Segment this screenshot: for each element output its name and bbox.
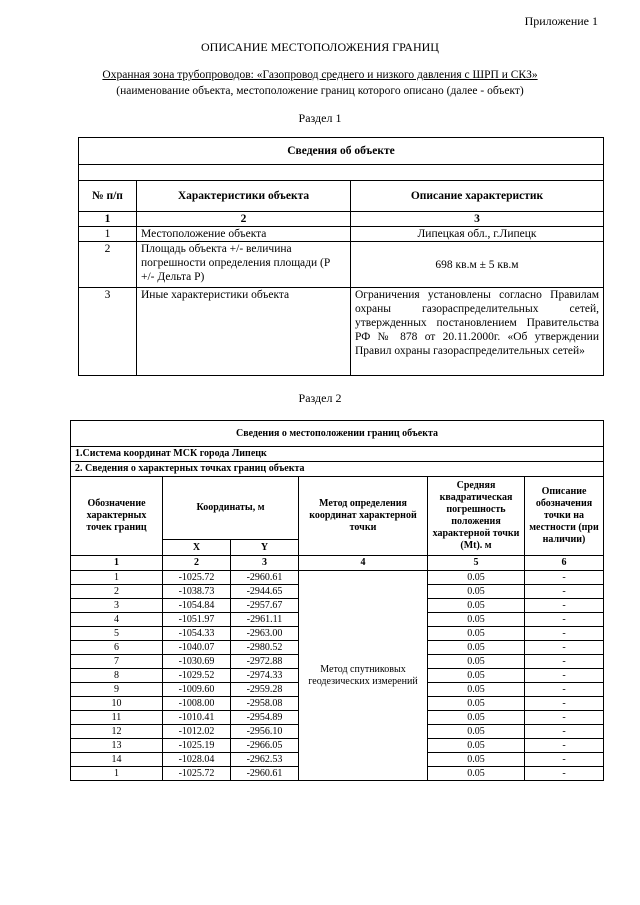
- header-x: X: [163, 540, 231, 556]
- point-description: -: [525, 753, 604, 767]
- coord-x: -1008.00: [163, 697, 231, 711]
- col-number: 2: [137, 212, 351, 227]
- coord-y: -2972.88: [231, 655, 299, 669]
- point-id: 4: [71, 613, 163, 627]
- coord-y: -2956.10: [231, 725, 299, 739]
- col-number: 1: [79, 212, 137, 227]
- point-error: 0.05: [428, 767, 525, 781]
- point-error: 0.05: [428, 753, 525, 767]
- header-characteristic: Характеристики объекта: [137, 181, 351, 212]
- section-1-label: Раздел 1: [298, 111, 342, 125]
- col-number: 3: [351, 212, 604, 227]
- point-description: -: [525, 739, 604, 753]
- document-title: ОПИСАНИЕ МЕСТОПОЛОЖЕНИЯ ГРАНИЦ: [201, 40, 439, 54]
- object-info-title: Сведения об объекте: [79, 138, 604, 165]
- header-y: Y: [231, 540, 299, 556]
- coord-y: -2959.28: [231, 683, 299, 697]
- empty-row: [79, 165, 604, 181]
- point-id: 1: [71, 767, 163, 781]
- point-id: 9: [71, 683, 163, 697]
- boundary-table-title: Сведения о местоположении границ объекта: [71, 421, 604, 447]
- point-id: 2: [71, 585, 163, 599]
- header-point: Обозначение характерных точек границ: [71, 477, 163, 556]
- coord-y: -2957.67: [231, 599, 299, 613]
- point-id: 14: [71, 753, 163, 767]
- row-characteristic: Площадь объекта +/- величина погрешности определения площади (Р +/- Дельта Р): [137, 242, 351, 288]
- col-number: 3: [231, 556, 299, 571]
- table-row: [79, 242, 604, 288]
- coord-x: -1028.04: [163, 753, 231, 767]
- point-error: 0.05: [428, 739, 525, 753]
- coord-x: -1025.19: [163, 739, 231, 753]
- coord-x: -1030.69: [163, 655, 231, 669]
- coord-x: -1012.02: [163, 725, 231, 739]
- point-error: 0.05: [428, 627, 525, 641]
- coord-y: -2974.33: [231, 669, 299, 683]
- point-id: 11: [71, 711, 163, 725]
- point-error: 0.05: [428, 725, 525, 739]
- point-id: 12: [71, 725, 163, 739]
- row-num: 3: [79, 288, 137, 376]
- point-description: -: [525, 571, 604, 585]
- point-error: 0.05: [428, 641, 525, 655]
- table-row: [79, 288, 604, 376]
- table-row: [79, 227, 604, 242]
- coord-x: -1025.72: [163, 767, 231, 781]
- point-description: -: [525, 725, 604, 739]
- object-info-table: [78, 137, 604, 376]
- row-description: 698 кв.м ± 5 кв.м: [351, 242, 604, 288]
- coord-y: -2962.53: [231, 753, 299, 767]
- point-error: 0.05: [428, 655, 525, 669]
- point-error: 0.05: [428, 571, 525, 585]
- header-error: Средняя квадратическая погрешность положения характерной точки (Mt). м: [428, 477, 525, 556]
- point-description: -: [525, 585, 604, 599]
- point-error: 0.05: [428, 613, 525, 627]
- header-num: № п/п: [79, 181, 137, 212]
- point-description: -: [525, 711, 604, 725]
- header-point-description: Описание обозначения точки на местности (при наличии): [525, 477, 604, 556]
- header-description: Описание характеристик: [351, 181, 604, 212]
- point-id: 6: [71, 641, 163, 655]
- coord-x: -1040.07: [163, 641, 231, 655]
- point-id: 10: [71, 697, 163, 711]
- object-name-note: (наименование объекта, местоположение границ которого описано (далее - объект): [116, 85, 524, 97]
- coord-x: -1029.52: [163, 669, 231, 683]
- coord-y: -2963.00: [231, 627, 299, 641]
- section-2-label: Раздел 2: [298, 391, 342, 405]
- point-description: -: [525, 697, 604, 711]
- point-error: 0.05: [428, 599, 525, 613]
- point-description: -: [525, 627, 604, 641]
- point-description: -: [525, 655, 604, 669]
- coord-x: -1009.60: [163, 683, 231, 697]
- point-error: 0.05: [428, 669, 525, 683]
- point-description: -: [525, 641, 604, 655]
- point-description: -: [525, 599, 604, 613]
- point-id: 13: [71, 739, 163, 753]
- coord-y: -2954.89: [231, 711, 299, 725]
- point-description: -: [525, 669, 604, 683]
- point-error: 0.05: [428, 697, 525, 711]
- coord-x: -1054.33: [163, 627, 231, 641]
- coord-y: -2960.61: [231, 571, 299, 585]
- header-coordinates: Координаты, м: [163, 477, 299, 540]
- appendix-label: Приложение 1: [524, 14, 598, 28]
- points-section-header: 2. Сведения о характерных точках границ объекта: [71, 462, 604, 477]
- header-method: Метод определения координат характерной точки: [299, 477, 428, 556]
- coord-y: -2944.65: [231, 585, 299, 599]
- method-cell: Метод спутниковых геодезических измерений: [299, 571, 428, 781]
- point-id: 7: [71, 655, 163, 669]
- coord-y: -2966.05: [231, 739, 299, 753]
- point-id: 5: [71, 627, 163, 641]
- point-error: 0.05: [428, 683, 525, 697]
- coord-y: -2961.11: [231, 613, 299, 627]
- point-id: 8: [71, 669, 163, 683]
- point-id: 3: [71, 599, 163, 613]
- coordinate-system: 1.Система координат МСК города Липецк: [71, 447, 604, 462]
- row-characteristic: Иные характеристики объекта: [137, 288, 351, 376]
- point-description: -: [525, 767, 604, 781]
- row-characteristic: Местоположение объекта: [137, 227, 351, 242]
- row-description: Ограничения установлены согласно Правилам охраны газораспределительных сетей, утвержденных постановлением Правительства РФ № 878 от 20.11.2000г. «Об утверждении Правил охраны газораспределительных сетей»: [351, 288, 604, 376]
- coord-x: -1051.97: [163, 613, 231, 627]
- coord-y: -2960.61: [231, 767, 299, 781]
- coord-x: -1054.84: [163, 599, 231, 613]
- col-number: 4: [299, 556, 428, 571]
- row-num: 1: [79, 227, 137, 242]
- col-number: 2: [163, 556, 231, 571]
- coord-x: -1010.41: [163, 711, 231, 725]
- point-description: -: [525, 683, 604, 697]
- coord-x: -1038.73: [163, 585, 231, 599]
- point-id: 1: [71, 571, 163, 585]
- object-name: Охранная зона трубопроводов: «Газопровод среднего и низкого давления с ШРП и СКЗ»: [102, 69, 538, 81]
- coord-x: -1025.72: [163, 571, 231, 585]
- coord-y: -2980.52: [231, 641, 299, 655]
- col-number: 6: [525, 556, 604, 571]
- point-error: 0.05: [428, 585, 525, 599]
- col-number: 5: [428, 556, 525, 571]
- coord-y: -2958.08: [231, 697, 299, 711]
- table-row: [71, 571, 604, 585]
- col-number: 1: [71, 556, 163, 571]
- row-num: 2: [79, 242, 137, 288]
- row-description: Липецкая обл., г.Липецк: [351, 227, 604, 242]
- boundary-points-table: [70, 420, 604, 781]
- point-description: -: [525, 613, 604, 627]
- point-error: 0.05: [428, 711, 525, 725]
